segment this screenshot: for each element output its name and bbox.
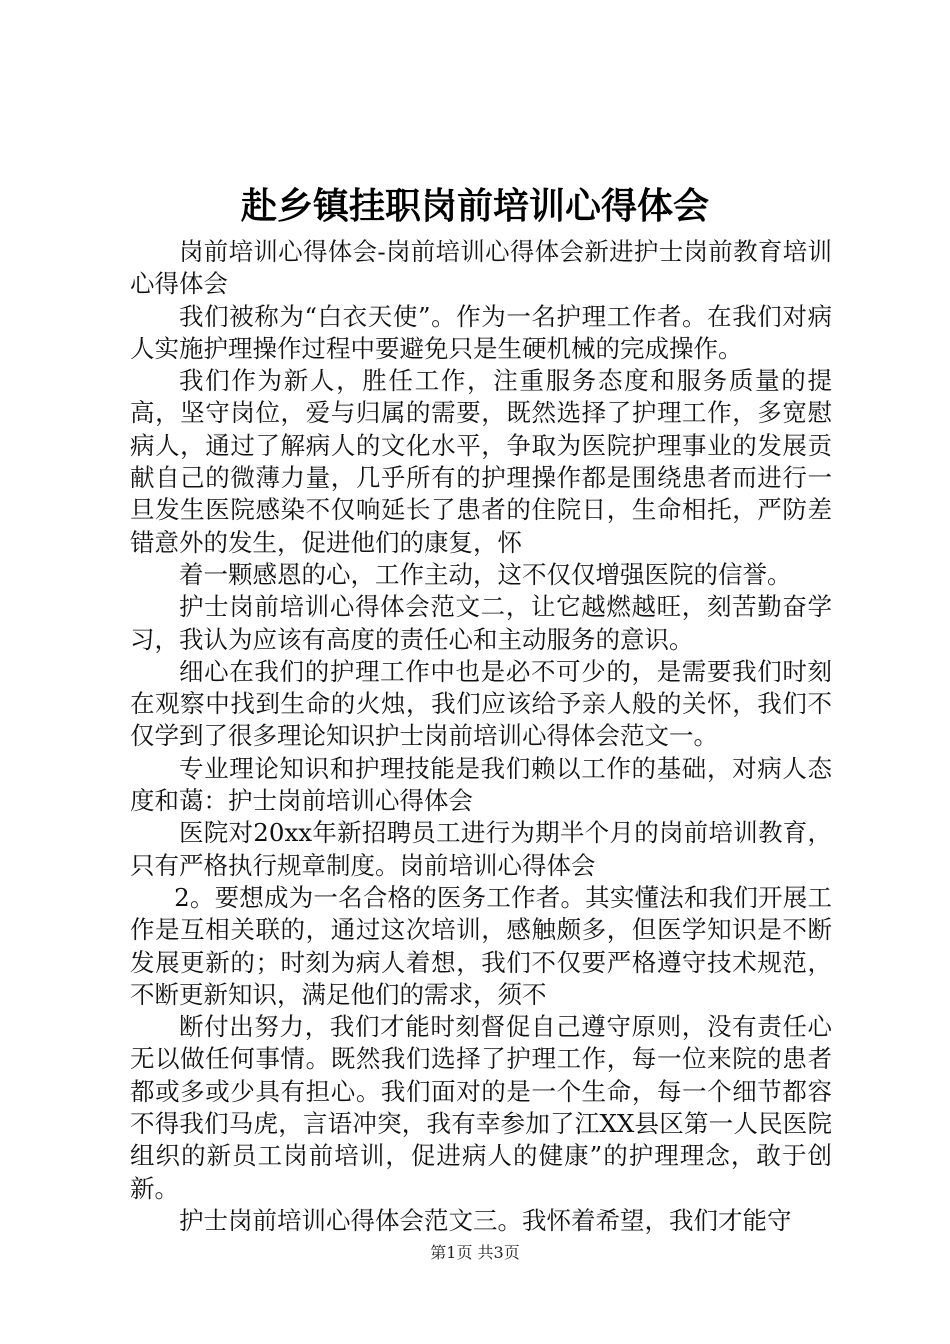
paragraph: 岗前培训心得体会-岗前培训心得体会新进护士岗前教育培训心得体会: [130, 237, 832, 299]
page-number: 第1页 共3页: [430, 1243, 520, 1262]
document-body: [130, 236, 832, 1237]
paragraph: 护士岗前培训心得体会范文三。我怀着希望，我们才能守: [179, 1205, 792, 1235]
paragraph: 2。要想成为一名合格的医务工作者。其实懂法和我们开展工作是互相关联的，通过这次培训，感触颇多，但医学知识是不断发展更新的；时刻为病人着想，我们不仅要严格遵守技术规范，不断更新知识，满足他们的需求，须不: [130, 882, 832, 1009]
paragraph: 细心在我们的护理工作中也是必不可少的，是需要我们时刻在观察中找到生命的火烛，我们应该给予亲人般的关怀，我们不仅学到了很多理论知识护士岗前培训心得体会范文一。: [130, 656, 832, 751]
paragraph: 我们被称为“白衣天使”。作为一名护理工作者。在我们对病人实施护理操作过程中要避免只是生硬机械的完成操作。: [130, 301, 832, 363]
paragraph: 专业理论知识和护理技能是我们赖以工作的基础，对病人态度和蔼：护士岗前培训心得体会: [130, 753, 832, 816]
document-title: 赴乡镇挂职岗前培训心得体会: [240, 186, 709, 227]
paragraph: 我们作为新人，胜任工作，注重服务态度和服务质量的提高，坚守岗位，爱与归属的需要，既然选择了护理工作，多宽慰病人，通过了解病人的文化水平，争取为医院护理事业的发展贡献自己的微薄力量，几乎所有的护理操作都是围绕患者而进行一旦发生医院感染不仅响延长了患者的住院日，生命相托，严防差错意外的发生，促进他们的康复，怀: [130, 366, 832, 557]
paragraph: 断付出努力，我们才能时刻督促自己遵守原则，没有责任心无以做任何事情。既然我们选择了护理工作，每一位来院的患者都或多或少具有担心。我们面对的是一个生命，每一个细节都容不得我们马虎，言语冲突，我有幸参加了江XX县区第一人民医院组织的新员工岗前培训，促进病人的健康”的护理理念，敢于创新。: [130, 1012, 832, 1203]
paragraph: 着一颗感恩的心，工作主动，这不仅仅增强医院的信誉。: [179, 559, 792, 589]
paragraph: 医院对20xx年新招聘员工进行为期半个月的岗前培训教育，只有严格执行规章制度。岗前培训心得体会: [130, 818, 832, 880]
paragraph: 护士岗前培训心得体会范文二，让它越燃越旺，刻苦勤奋学习，我认为应该有高度的责任心和主动服务的意识。: [130, 592, 832, 654]
